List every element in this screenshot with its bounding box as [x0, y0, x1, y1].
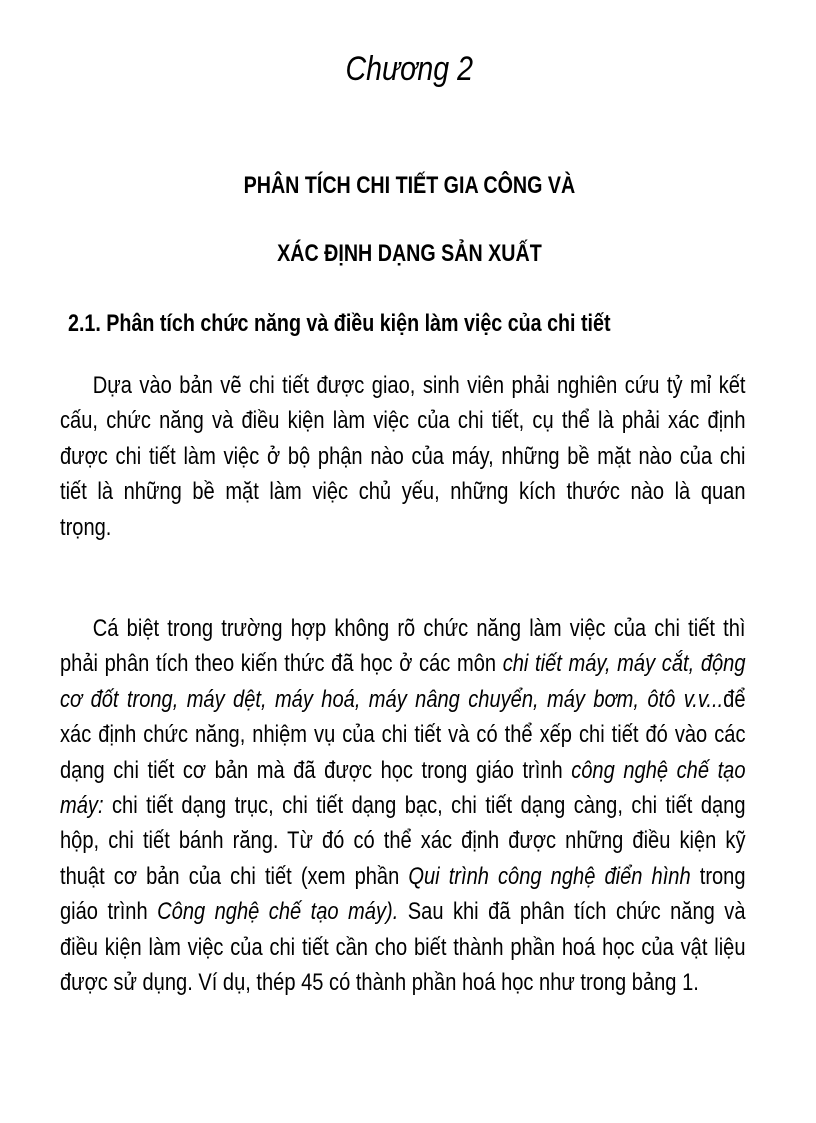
paragraph-line: tiết là những bề mặt làm việc chủ yếu, những kích thước nào là quan [60, 478, 746, 506]
text-run: thuật cơ bản của chi tiết (xem phần [60, 862, 409, 890]
paragraph-line: cấu, chức năng và điều kiện làm việc của chi tiết, cụ thể là phải xác định [60, 407, 746, 435]
text-run: trong [690, 862, 746, 890]
paragraph-line: Cá biệt trong trường hợp không rõ chức năng làm việc của chi tiết thì [92, 615, 746, 642]
paragraph-line [60, 682, 746, 717]
text-run: dạng chi tiết cơ bản mà đã được học trong giáo trình [60, 756, 572, 784]
paragraph-line: Dựa vào bản vẽ chi tiết được giao, sinh viên phải nghiên cứu tỷ mỉ kết [92, 372, 746, 399]
italic-text: Qui trình công nghệ điển hình [408, 862, 691, 890]
paragraph-line [60, 859, 746, 894]
italic-text: cơ đốt trong, máy dệt, máy hoá, máy nâng chuyển, máy bơm, ôtô v.v... [60, 685, 724, 713]
paragraph-line [60, 894, 746, 929]
chapter-heading-line-2: XÁC ĐỊNH DẠNG SẢN XUẤT [277, 240, 542, 267]
chapter-title: Chương 2 [345, 50, 474, 88]
text-run: để [723, 685, 746, 713]
text-run: Sau khi đã phân tích chức năng và [398, 898, 746, 926]
text-run: giáo trình [60, 898, 158, 926]
paragraph-1 [60, 368, 746, 545]
paragraph-2 [60, 611, 746, 1000]
paragraph-line: được sử dụng. Ví dụ, thép 45 có thành phần hoá học như trong bảng 1. [60, 968, 699, 996]
section-heading: 2.1. Phân tích chức năng và điều kiện làm việc của chi tiết [68, 310, 611, 337]
paragraph-line: được chi tiết làm việc ở bộ phận nào của máy, những bề mặt nào của chi [60, 442, 746, 470]
text-run: phải phân tích theo kiến thức đã học ở các môn [60, 650, 503, 678]
paragraph-line: trọng. [60, 513, 112, 541]
italic-text: Công nghệ chế tạo máy). [157, 898, 399, 926]
italic-text: chi tiết máy, máy cắt, động [502, 650, 746, 678]
paragraph-line [60, 646, 746, 681]
paragraph-line [60, 753, 746, 788]
paragraph-line [60, 788, 746, 823]
paragraph-line: xác định chức năng, nhiệm vụ của chi tiết và có thể xếp chi tiết đó vào các [60, 721, 746, 749]
italic-text: máy: [60, 791, 104, 819]
paragraph-line: điều kiện làm việc của chi tiết cần cho biết thành phần hoá học của vật liệu [60, 933, 746, 961]
italic-text: công nghệ chế tạo [571, 756, 746, 784]
chapter-heading-line-1: PHÂN TÍCH CHI TIẾT GIA CÔNG VÀ [243, 172, 576, 199]
text-run: chi tiết dạng trục, chi tiết dạng bạc, chi tiết dạng càng, chi tiết dạng [103, 791, 746, 819]
paragraph-line: hộp, chi tiết bánh răng. Từ đó có thể xác định được những điều kiện kỹ [60, 827, 746, 855]
